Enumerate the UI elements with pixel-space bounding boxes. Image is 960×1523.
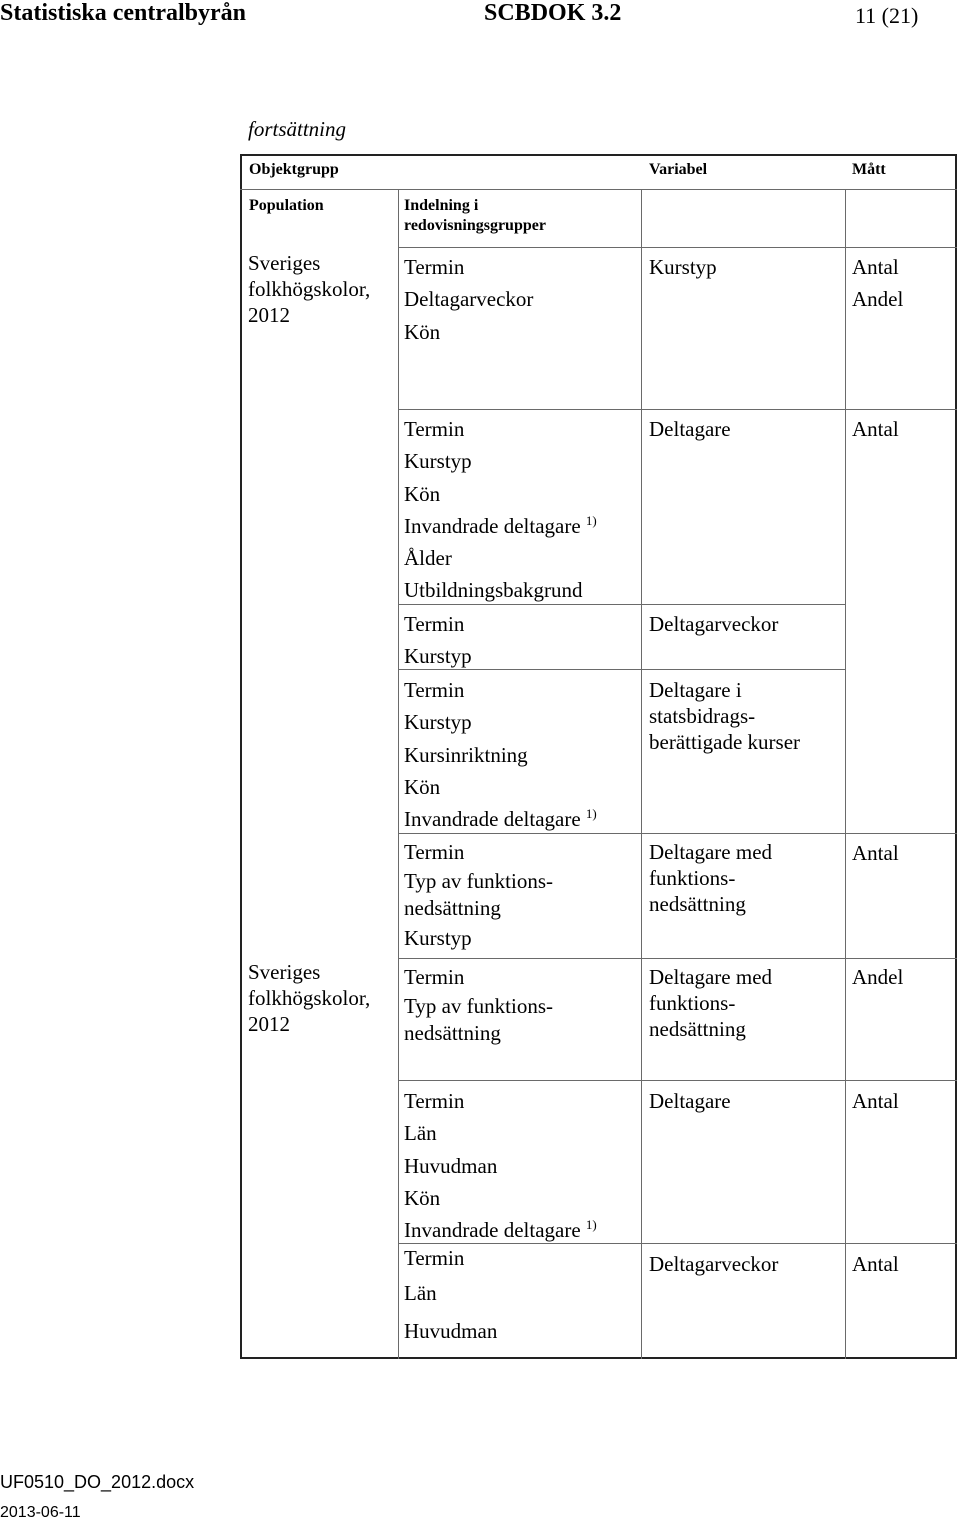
block2-population: Sveriges folkhögskolor, 2012 [248, 960, 371, 1036]
document-id: SCBDOK 3.2 [484, 0, 622, 26]
block2-row5-variabel: Deltagare med funktions- nedsättning [649, 965, 773, 1041]
block2-row2-variabel: Deltagarveckor [649, 612, 779, 636]
footnote-mark: 1) [585, 806, 597, 822]
block3-row1-matt: Antal [852, 1089, 899, 1113]
block3-row1-variabel: Deltagare [649, 1089, 731, 1113]
block2-row1-indelning: Termin Kurstyp Kön Invandrade deltagare $^{1)}$ Ålder Utbildningsbakgrund [404, 417, 597, 603]
continuation-label: fortsättning [248, 117, 347, 141]
header-variabel: Variabel [649, 161, 708, 178]
block2-row3-indelning: Termin Kurstyp Kursinriktning Kön Invandrade deltagare $^{1)}$ [404, 678, 597, 832]
organization-name: Statistiska centralbyrån [0, 0, 246, 26]
block2-row3-variabel: Deltagare i statsbidrags- berättigade kurser [649, 678, 801, 754]
footnote-mark: 1) [585, 1217, 597, 1233]
page-number: 11 (21) [855, 3, 919, 28]
block2-row4-variabel: Deltagare med funktions- nedsättning [649, 840, 773, 916]
header-population: Population [249, 197, 324, 214]
block1-matt: Antal Andel [852, 255, 904, 312]
block2-row4-matt: Antal [852, 841, 899, 865]
block1-indelning: Termin Deltagarveckor Kön [404, 255, 534, 344]
header-matt: Mått [852, 161, 886, 178]
footer-filename: UF0510_DO_2012.docx [0, 1472, 195, 1492]
block1-population: Sveriges folkhögskolor, 2012 [248, 251, 371, 327]
block3-row2-variabel: Deltagarveckor [649, 1252, 779, 1276]
footnote-mark: 1) [585, 512, 597, 528]
block1-variabel: Kurstyp [649, 255, 717, 279]
block2-row1-variabel: Deltagare [649, 417, 731, 441]
header-objektgrupp: Objektgrupp [249, 161, 339, 178]
block2-row5-matt: Andel [852, 965, 904, 989]
block2-row2-indelning: Termin Kurstyp [404, 612, 472, 669]
block2-row5-indelning: Termin Typ av funktions- nedsättning [404, 965, 554, 1045]
block3-row2-indelning: Termin Län Huvudman [404, 1246, 498, 1343]
footer-date: 2013-06-11 [0, 1504, 81, 1521]
block2-row1-matt: Antal [852, 417, 899, 441]
header-indelning: Indelning i redovisningsgrupper [404, 197, 546, 234]
block2-row4-indelning: Termin Typ av funktions- nedsättning Kurstyp [404, 840, 554, 950]
block3-row2-matt: Antal [852, 1252, 899, 1276]
block3-row1-indelning: Termin Län Huvudman Kön Invandrade deltagare $^{1)}$ [404, 1089, 597, 1243]
